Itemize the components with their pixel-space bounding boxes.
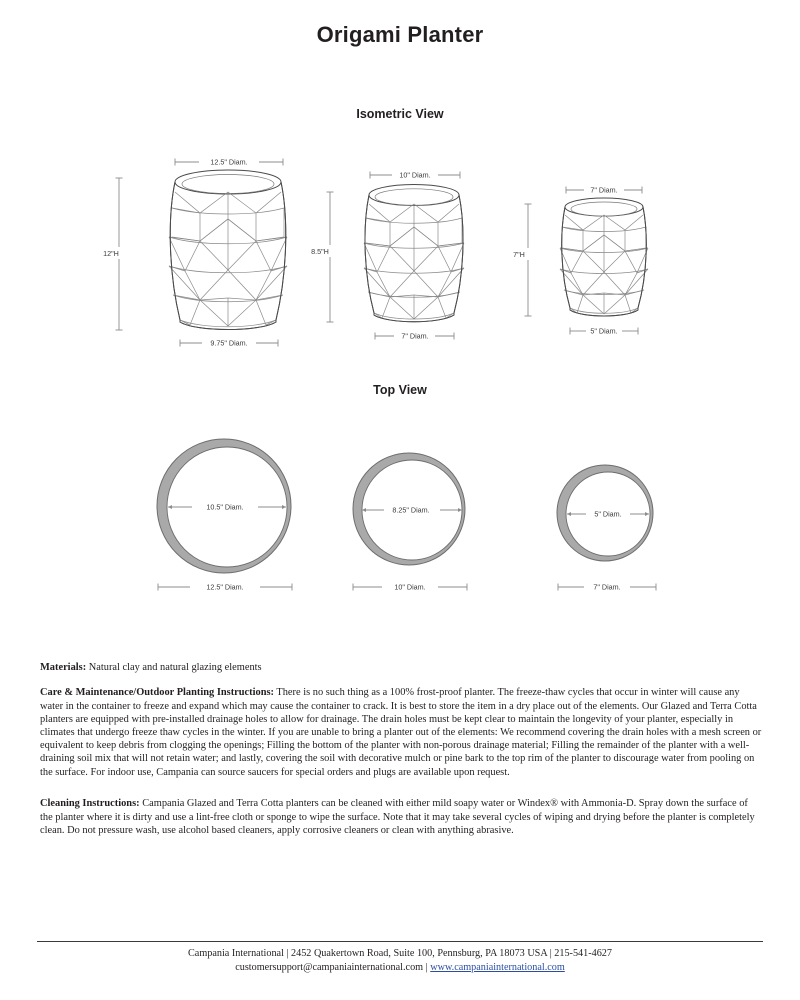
dim-label: 5" Diam. (594, 509, 622, 519)
footer-contact-line (0, 961, 800, 975)
section-heading-topview: Top View (373, 383, 427, 397)
paragraph-care-maintenance (40, 686, 762, 778)
top-view-drawing (0, 420, 800, 605)
dimension-large-height (98, 178, 124, 330)
dim-label: 10" Diam. (399, 170, 431, 180)
dimension-medium-bottom-diameter (375, 332, 454, 341)
dimension-medium-top-diameter (370, 171, 460, 180)
dim-label: 9.75" Diam. (210, 338, 248, 348)
dim-label: 8.25" Diam. (392, 505, 430, 515)
footer-address-line: Campania International | 2452 Quakertown Road, Suite 100, Pennsburg, PA 18073 USA | 215-541-4627 (188, 948, 612, 959)
footer-separator: | (423, 962, 431, 973)
dimension-small-height (508, 204, 532, 316)
dimension-ring-medium-outer (353, 583, 467, 592)
isometric-view-drawing (0, 140, 800, 355)
footer-divider (37, 941, 763, 942)
care-label: Care & Maintenance/Outdoor Planting Instructions: (40, 687, 274, 699)
planter-small-isometric (560, 198, 648, 316)
dimension-medium-height (306, 192, 334, 322)
dimension-small-top-diameter (566, 186, 642, 195)
dim-label: 12.5" Diam. (210, 157, 248, 167)
dimension-ring-large-outer (158, 583, 292, 592)
dimension-small-bottom-diameter (570, 327, 638, 336)
footer-email[interactable]: customersupport@campaniainternational.com (235, 962, 424, 973)
care-text: There is no such thing as a 100% frost-proof planter. The freeze-thaw cycles that occur in winter will cause any water in the container to freeze and expand which may cause the container to crack. It is best to store the item in a dry place out of the elements. Our Glazed and Terra Cotta planters are equipped with pre-installed drainage holes to allow for drainage. The drain holes must be kept clear to maintain the longevity of your planter, especially in climates that undergo freeze thaw cycles in the winter. If you are unable to bring a planter out of the elements: We recommend covering the drain holes with a mesh screen or equivalent to keep debris from clogging the openings; Filling the bottom of the planter with non-porous drainage material; Filling the remainder of the planter with a well-draining soil mix that will not retain water; and lastly, covering the soil with decorative mulch or pine bark to the top rim of the planter to discourage water from pooling on the surface. For indoor use, Campania can source saucers for special orders and plugs are available upon request. (40, 687, 762, 778)
paragraph-materials (40, 661, 762, 674)
footer-website-link[interactable]: www.campaniainternational.com (430, 962, 565, 973)
dim-label: 7" Diam. (593, 582, 621, 592)
materials-label: Materials: (40, 662, 87, 674)
planter-medium-isometric (364, 185, 464, 322)
dim-label: 10" Diam. (394, 582, 426, 592)
cleaning-text: Campania Glazed and Terra Cotta planters can be cleaned with either mild soapy water or Windex® with Ammonia-D. Spray down the surface of the planter where it is dirty and use a lint-free cloth or sponge to wipe the surface. Note that it may take several cycles of wiping and drying before the planter is completely clean. Do not pressure wash, use alcohol based cleaners, apply corrosive cleaners or clean with anything abrasive. (40, 798, 755, 836)
dimension-large-bottom-diameter (180, 339, 278, 348)
dim-label: 7" Diam. (401, 331, 429, 341)
page-title: Origami Planter (316, 22, 484, 47)
dim-label: 7" Diam. (590, 185, 618, 195)
dim-label: 7"H (513, 250, 525, 259)
dim-label: 12"H (103, 249, 119, 258)
cleaning-label: Cleaning Instructions: (40, 798, 140, 810)
planter-large-isometric (169, 170, 287, 330)
dimension-ring-small-outer (558, 583, 656, 592)
materials-text: Natural clay and natural glazing elements (86, 662, 262, 674)
dim-label: 10.5" Diam. (206, 502, 244, 512)
dimension-large-top-diameter (175, 158, 283, 167)
section-heading-isometric: Isometric View (356, 107, 444, 121)
dim-label: 8.5"H (311, 247, 329, 256)
dim-label: 12.5" Diam. (206, 582, 244, 592)
dim-label: 5" Diam. (590, 326, 618, 336)
paragraph-cleaning (40, 797, 762, 837)
